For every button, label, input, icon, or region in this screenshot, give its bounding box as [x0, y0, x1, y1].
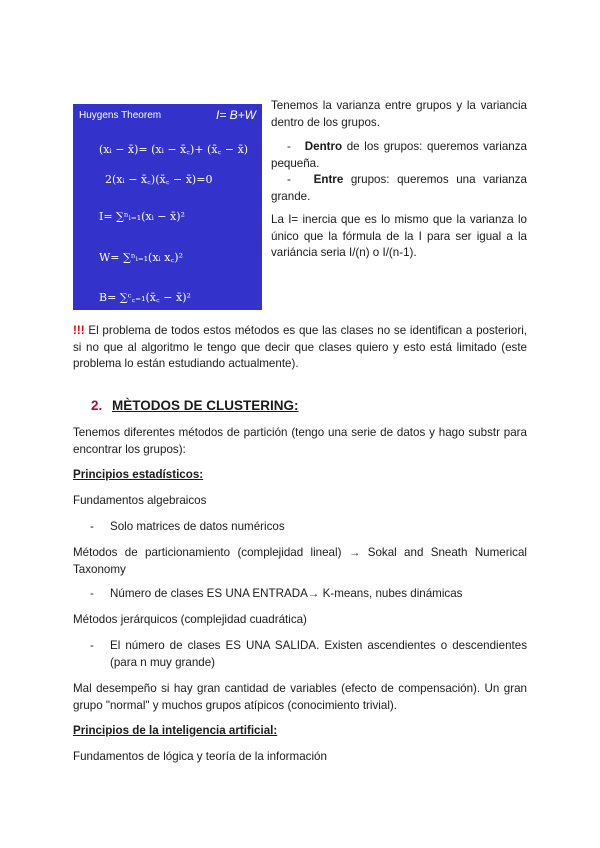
inertia-paragraph: La I= inercia que es lo mismo que la varianza lo único que la fórmula de la I para ser igual a la variáncia seria I/(n) o I/(n-1). [271, 213, 527, 259]
item-text: de los grupos: queremos varianza pequeña. [271, 140, 527, 170]
warning-paragraph [73, 323, 527, 373]
formula-2: 2(xᵢ − x̄꜀)(x̄꜀ − x̄)=0 [105, 173, 213, 186]
poor-performance-paragraph: Mal desempeño si hay gran cantidad de variables (efecto de compensación). Un gran grupo "normal" y muchos grupos atípicos (conocimiento trivial). [73, 682, 527, 712]
list-item-entre [271, 172, 527, 205]
bullet-numeric-matrices [90, 519, 527, 536]
formula-1: (xᵢ − x̄)= (xᵢ − x̄꜀)+ (x̄꜀ − x̄) [99, 143, 249, 156]
subheading-statistical: Principios estadísticos: [73, 468, 204, 481]
algebraic-foundations: Fundamentos algebraicos [73, 494, 207, 507]
item-text: grupos: queremos una varianza grande. [271, 173, 527, 203]
formula-3: I= ∑ⁿᵢ₌₁(xᵢ − x̄)² [99, 210, 185, 223]
formula-4: W= ∑ⁿᵢ₌₁(xᵢ x꜀)² [99, 251, 183, 264]
logic-foundations: Fundamentos de lógica y teoría de la información [73, 750, 327, 763]
formula-5: B= ∑ᶜ꜀₌₁(x̄꜀ − x̄)² [99, 291, 191, 304]
list-item-dentro [271, 139, 527, 172]
item-bold: Entre [313, 173, 344, 186]
warning-mark: !!! [73, 324, 85, 337]
section-title: MÈTODOS DE CLUSTERING: [112, 398, 299, 413]
dash: - [90, 520, 94, 533]
slide-title: Huygens Theorem [79, 110, 162, 121]
section-number: 2. [91, 398, 103, 413]
hierarchical-methods: Métodos jerárquicos (complejidad cuadrática) [73, 613, 307, 626]
section-heading [91, 398, 299, 413]
bullet-classes-input [90, 586, 527, 603]
dash: - [90, 587, 94, 600]
bullet-text: Solo matrices de datos numéricos [110, 520, 285, 533]
huygens-theorem-slide [73, 104, 262, 310]
slide-equation: I= B+W [215, 108, 256, 122]
warning-text: El problema de todos estos métodos es que las clases no se identifican a posteriori, si no que al algoritmo le tengo que decir que clases quiero y esto está limitado (este problema lo están estudiando actualmente). [73, 324, 527, 370]
bullet-classes-output [90, 638, 527, 671]
intro-line: Tenemos la varianza entre grupos y la variancia dentro de los grupos. [271, 99, 527, 129]
bullet-text: Número de clases ES UNA ENTRADA→ K-means, nubes dinámicas [110, 587, 463, 600]
dash: - [287, 140, 291, 153]
subheading-ai: Principios de la inteligencia artificial: [73, 724, 278, 737]
partitioning-methods: Métodos de particionamiento (complejidad lineal) → Sokal and Sneath Numerical Taxonomy [73, 546, 527, 576]
partition-paragraph: Tenemos diferentes métodos de partición (tengo una serie de datos y hago substr para encontrar los grupos): [73, 426, 527, 456]
dash: - [287, 173, 291, 186]
item-bold: Dentro [304, 140, 343, 153]
bullet-text: El número de clases ES UNA SALIDA. Existen ascendientes o descendientes (para n muy grande) [110, 639, 527, 669]
dash: - [90, 639, 94, 652]
